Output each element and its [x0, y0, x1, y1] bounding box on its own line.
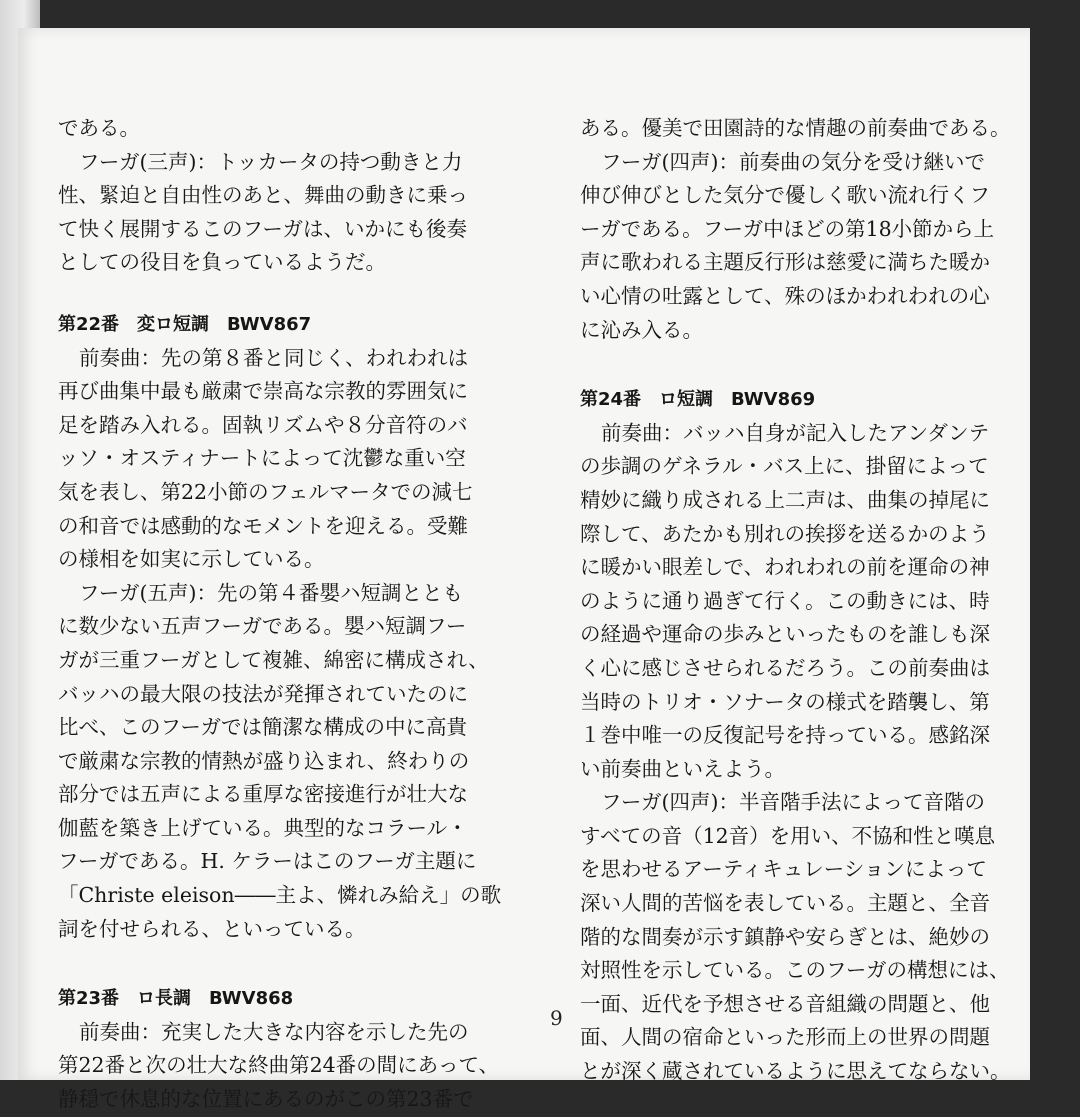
- text-line: １巻中唯一の反復記号を持っている。感銘深: [580, 723, 990, 748]
- text-line: 階的な間奏が示す鎮静や安らぎとは、絶妙の: [580, 924, 990, 949]
- text-line: 比べ、このフーガでは簡潔な構成の中に高貴: [58, 715, 467, 740]
- paragraph-24-fugue: [580, 786, 1020, 1088]
- text-line: く心に感じさせられるだろう。この前奏曲は: [580, 655, 990, 680]
- text-line: 精妙に織り成される上二声は、曲集の掉尾に: [580, 487, 990, 512]
- paragraph-23-prelude: [58, 1016, 553, 1117]
- paragraph-24-prelude: [580, 417, 1020, 787]
- text-line: を思わせるアーティキュレーションによって: [580, 857, 987, 882]
- text-line: に暖かい眼差しで、われわれの前を運命の神: [580, 555, 990, 580]
- text-line: ーガである。フーガ中ほどの第18小節から上: [580, 216, 995, 241]
- text-line: に数少ない五声フーガである。嬰ハ短調フー: [58, 614, 467, 639]
- text-line: 伽藍を築き上げている。典型的なコラール・: [58, 815, 468, 840]
- text-line: 気を表し、第22小節のフェルマータでの減七: [58, 479, 473, 504]
- text-line: 当時のトリオ・ソナータの様式を踏襲し、第: [580, 689, 990, 714]
- text-line: い心情の吐露として、殊のほかわれわれの心: [580, 283, 990, 308]
- text-line: 性、緊迫と自由性のあと、舞曲の動きに乗っ: [58, 183, 468, 208]
- text-line: フーガ(四声)：前奏曲の気分を受け継いで: [601, 149, 985, 174]
- text-line: すべての音（12音）を用い、不協和性と嘆息: [580, 823, 996, 848]
- text-line: 部分では五声による重厚な密接進行が壮大な: [58, 782, 468, 807]
- text-line: である。: [58, 116, 140, 140]
- text-line: としての役目を負っているようだ。: [58, 250, 386, 275]
- text-line: 前奏曲：バッハ自身が記入したアンダンテ: [601, 420, 990, 445]
- paragraph-top: [58, 112, 553, 280]
- text-line: の経過や運命の歩みといったものを誰しも深: [580, 622, 990, 647]
- text-line: 足を踏み入れる。固執リズムや８分音符のバ: [58, 412, 468, 437]
- right-column: [580, 112, 1020, 1089]
- text-line: 静穏で休息的な位置にあるのがこの第23番で: [58, 1087, 474, 1112]
- section-heading-24: 第24番 ロ短調 BWV869: [580, 389, 816, 411]
- text-line: フーガ(四声)：半音階手法によって音階の: [601, 790, 985, 815]
- text-line: 一面、近代を予想させる音組織の問題と、他: [580, 991, 990, 1016]
- text-line: フーガ(三声)：トッカータの持つ動きと力: [79, 149, 463, 174]
- text-line: ある。優美で田園詩的な情趣の前奏曲である。: [580, 116, 1011, 140]
- booklet-page: [18, 28, 1030, 1112]
- text-line: の歩調のゲネラル・バス上に、掛留によって: [580, 454, 989, 479]
- paragraph-23-fugue: [580, 146, 1020, 348]
- text-line: ッソ・オスティナートによって沈鬱な重い空: [58, 446, 466, 471]
- text-line: 再び曲集中最も厳粛で崇高な宗教的雰囲気に: [58, 379, 468, 404]
- text-line: 面、人間の宿命といった形而上の世界の問題: [580, 1025, 990, 1050]
- page-number: 9: [550, 1006, 563, 1030]
- text-line: の様相を如実に示している。: [58, 547, 325, 572]
- text-line: 詞を付せられる、といっている。: [58, 916, 366, 941]
- text-line: 際して、あたかも別れの挨拶を送るかのよう: [580, 521, 990, 546]
- paragraph-22-fugue: [58, 577, 553, 947]
- text-line: 第22番と次の壮大な終曲第24番の間にあって、: [58, 1053, 500, 1078]
- text-line: 「Christe eleison――主よ、憐れみ給え」の歌: [58, 883, 502, 908]
- section-heading-22: 第22番 変ロ短調 BWV867: [58, 313, 312, 335]
- text-line: フーガである。H. ケラーはこのフーガ主題に: [58, 849, 477, 874]
- left-column: [58, 112, 553, 1117]
- text-line: 声に歌われる主題反行形は慈愛に満ちた暖か: [580, 250, 990, 275]
- text-line: フーガ(五声)：先の第４番嬰ハ短調ととも: [79, 580, 463, 605]
- text-line: 前奏曲：充実した大きな内容を示した先の: [79, 1019, 469, 1044]
- text-line: て快く展開するこのフーガは、いかにも後奏: [58, 216, 467, 241]
- text-line: バッハの最大限の技法が発揮されていたのに: [58, 681, 468, 706]
- text-line: とが深く蔵されているように思えてならない。: [580, 1059, 1011, 1084]
- text-line: ガが三重フーガとして複雑、綿密に構成され、: [58, 647, 489, 672]
- paragraph-23-continued: [580, 112, 1020, 146]
- text-line: 伸び伸びとした気分で優しく歌い流れ行くフ: [580, 183, 990, 208]
- text-line: の和音では感動的なモメントを迎える。受難: [58, 513, 468, 538]
- text-line: い前奏曲といえよう。: [580, 756, 785, 781]
- text-line: 対照性を示している。このフーガの構想には、: [580, 958, 1010, 983]
- paragraph-22-prelude: [58, 342, 553, 577]
- text-line: 深い人間的苦悩を表している。主題と、全音: [580, 891, 990, 916]
- text-line: のように通り過ぎて行く。この動きには、時: [580, 588, 990, 613]
- text-line: で厳粛な宗教的情熱が盛り込まれ、終わりの: [58, 748, 470, 773]
- section-heading-23: 第23番 ロ長調 BWV868: [58, 988, 294, 1010]
- text-line: に沁み入る。: [580, 317, 703, 342]
- text-line: 前奏曲：先の第８番と同じく、われわれは: [79, 345, 469, 370]
